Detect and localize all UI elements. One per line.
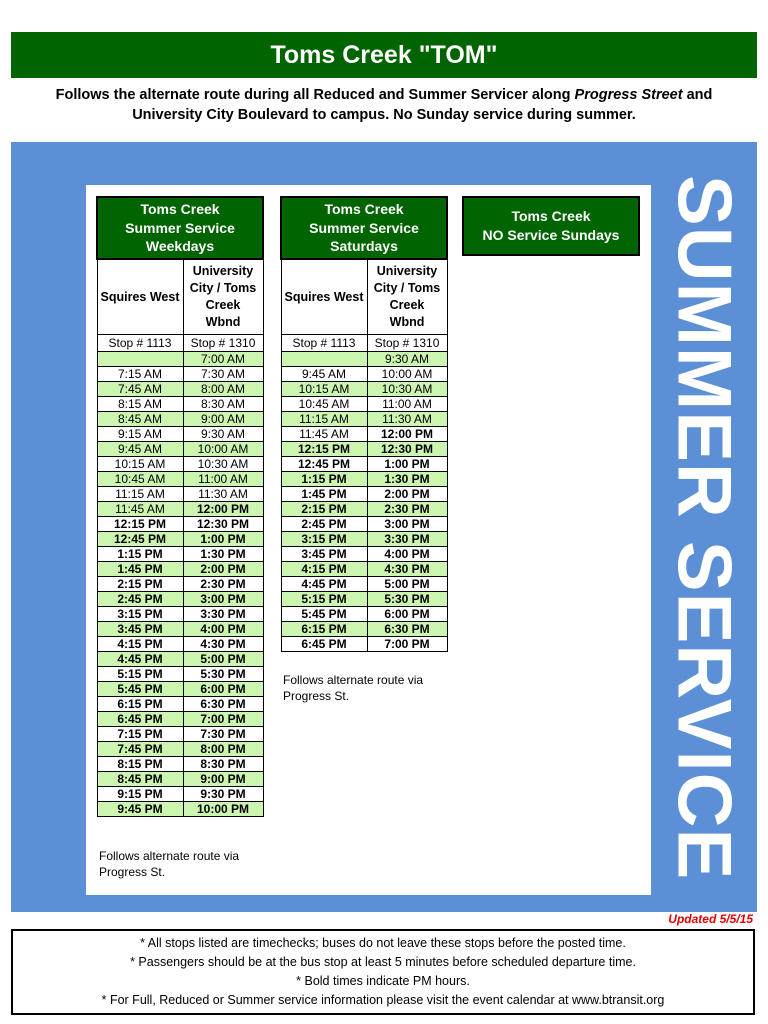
table-row xyxy=(97,457,263,472)
squires-west-time: 9:45 PM xyxy=(97,802,183,817)
university-city-time: 7:30 PM xyxy=(183,727,263,742)
table-row xyxy=(281,517,447,532)
squires-west-time: 1:45 PM xyxy=(281,487,367,502)
university-city-time: 5:30 PM xyxy=(183,667,263,682)
table-row xyxy=(97,532,263,547)
saturday-stop-numbers xyxy=(281,335,447,352)
table-row xyxy=(97,772,263,787)
university-city-time: 10:30 AM xyxy=(367,382,447,397)
table-row xyxy=(281,562,447,577)
saturday-table-header xyxy=(281,197,447,259)
university-city-time: 8:30 PM xyxy=(183,757,263,772)
university-city-time: 11:30 AM xyxy=(183,487,263,502)
table-row xyxy=(97,442,263,457)
university-city-time: 5:00 PM xyxy=(367,577,447,592)
saturday-note-line-2: Progress St. xyxy=(283,689,350,703)
squires-west-time: 6:15 PM xyxy=(281,622,367,637)
table-row xyxy=(97,727,263,742)
description-street: Progress Street xyxy=(574,87,683,103)
squires-west-time: 6:45 PM xyxy=(97,712,183,727)
footer-note-4: * For Full, Reduced or Summer service information please visit the event calendar at www.btransit.org xyxy=(101,993,665,1007)
squires-west-time: 8:45 AM xyxy=(97,412,183,427)
university-city-time: 7:00 PM xyxy=(367,637,447,652)
university-city-time: 4:00 PM xyxy=(183,622,263,637)
weekday-note-line-2: Progress St. xyxy=(99,865,166,879)
squires-west-time: 12:15 PM xyxy=(97,517,183,532)
squires-west-time: 12:15 PM xyxy=(281,442,367,457)
table-row xyxy=(97,637,263,652)
weekday-stop-1113: Stop # 1113 xyxy=(97,335,183,352)
table-row xyxy=(97,382,263,397)
saturday-col-university-city xyxy=(367,259,447,335)
weekday-header-line-2: Summer Service xyxy=(125,219,235,236)
squires-west-time: 5:15 PM xyxy=(97,667,183,682)
table-row xyxy=(97,412,263,427)
summer-service-banner: SUMMER SERVICE xyxy=(661,174,747,881)
university-city-time: 9:00 PM xyxy=(183,772,263,787)
table-row xyxy=(97,487,263,502)
weekday-header-line-1: Toms Creek xyxy=(140,201,220,218)
squires-west-time: 8:15 AM xyxy=(97,397,183,412)
table-row xyxy=(281,412,447,427)
university-city-time: 7:00 AM xyxy=(183,352,263,367)
squires-west-time: 3:15 PM xyxy=(97,607,183,622)
table-row xyxy=(97,682,263,697)
university-city-time: 6:30 PM xyxy=(367,622,447,637)
saturday-header-line-3: Saturdays xyxy=(330,238,398,255)
university-city-time: 2:00 PM xyxy=(367,487,447,502)
sunday-no-service-box xyxy=(462,196,640,256)
page-title: Toms Creek "TOM" xyxy=(11,32,757,78)
saturday-column-headers xyxy=(281,259,447,335)
squires-west-time: 6:45 PM xyxy=(281,637,367,652)
squires-west-time: 1:45 PM xyxy=(97,562,183,577)
table-row xyxy=(97,757,263,772)
saturday-col2-line-4: Wbnd xyxy=(389,315,425,329)
university-city-time: 12:00 PM xyxy=(367,427,447,442)
saturday-header-line-2: Summer Service xyxy=(309,219,419,236)
university-city-time: 3:00 PM xyxy=(367,517,447,532)
weekday-stop-numbers xyxy=(97,335,263,352)
squires-west-time: 9:45 AM xyxy=(281,367,367,382)
saturday-col2-line-3: Creek xyxy=(389,298,425,312)
weekday-schedule-table xyxy=(96,196,264,817)
saturday-col2-line-1: University xyxy=(376,264,438,278)
squires-west-time: 8:45 PM xyxy=(97,772,183,787)
university-city-time: 11:30 AM xyxy=(367,412,447,427)
squires-west-time: 2:15 PM xyxy=(281,502,367,517)
table-row xyxy=(281,427,447,442)
university-city-time: 10:00 PM xyxy=(183,802,263,817)
sunday-line-2: NO Service Sundays xyxy=(482,227,620,243)
updated-date: Updated 5/5/15 xyxy=(668,912,753,926)
table-row xyxy=(97,502,263,517)
sunday-line-1: Toms Creek xyxy=(511,208,591,224)
weekday-col2-line-3: Creek xyxy=(205,298,241,312)
university-city-time: 9:30 PM xyxy=(183,787,263,802)
saturday-header-line-1: Toms Creek xyxy=(324,201,404,218)
squires-west-time: 3:45 PM xyxy=(281,547,367,562)
university-city-time: 6:30 PM xyxy=(183,697,263,712)
table-row xyxy=(97,547,263,562)
squires-west-time: 4:45 PM xyxy=(97,652,183,667)
squires-west-time: 11:15 AM xyxy=(281,412,367,427)
weekday-col-university-city xyxy=(183,259,263,335)
table-row xyxy=(281,622,447,637)
university-city-time: 11:00 AM xyxy=(367,397,447,412)
weekday-header-cell xyxy=(97,197,263,259)
squires-west-time: 3:45 PM xyxy=(97,622,183,637)
squires-west-time: 7:45 AM xyxy=(97,382,183,397)
university-city-time: 1:00 PM xyxy=(367,457,447,472)
table-row xyxy=(97,352,263,367)
footer-note-1: * All stops listed are timechecks; buses do not leave these stops before the posted time. xyxy=(140,936,626,950)
university-city-time: 1:30 PM xyxy=(367,472,447,487)
weekday-table-header xyxy=(97,197,263,259)
university-city-time: 5:00 PM xyxy=(183,652,263,667)
squires-west-time: 4:15 PM xyxy=(281,562,367,577)
weekday-col2-line-1: University xyxy=(192,264,254,278)
squires-west-time: 5:15 PM xyxy=(281,592,367,607)
squires-west-time: 5:45 PM xyxy=(281,607,367,622)
squires-west-time: 9:45 AM xyxy=(97,442,183,457)
table-row xyxy=(281,502,447,517)
table-row xyxy=(281,382,447,397)
university-city-time: 11:00 AM xyxy=(183,472,263,487)
university-city-time: 3:30 PM xyxy=(367,532,447,547)
university-city-time: 4:30 PM xyxy=(367,562,447,577)
weekday-col-squires-west: Squires West xyxy=(97,259,183,335)
route-description xyxy=(20,85,748,125)
saturday-header-cell xyxy=(281,197,447,259)
table-row xyxy=(97,562,263,577)
weekday-col2-line-4: Wbnd xyxy=(205,315,241,329)
squires-west-time: 1:15 PM xyxy=(97,547,183,562)
table-row xyxy=(97,427,263,442)
saturday-note-line-1: Follows alternate route via xyxy=(283,673,424,687)
university-city-time: 12:00 PM xyxy=(183,502,263,517)
squires-west-time: 7:15 AM xyxy=(97,367,183,382)
squires-west-time: 2:15 PM xyxy=(97,577,183,592)
table-row xyxy=(97,652,263,667)
table-row xyxy=(97,592,263,607)
table-row xyxy=(97,517,263,532)
university-city-time: 10:00 AM xyxy=(367,367,447,382)
squires-west-time: 10:15 AM xyxy=(281,382,367,397)
table-row xyxy=(97,787,263,802)
squires-west-time: 4:15 PM xyxy=(97,637,183,652)
footer-note-2: * Passengers should be at the bus stop at least 5 minutes before scheduled departure time. xyxy=(130,955,636,969)
saturday-stop-1113: Stop # 1113 xyxy=(281,335,367,352)
squires-west-time: 4:45 PM xyxy=(281,577,367,592)
university-city-time: 9:00 AM xyxy=(183,412,263,427)
university-city-time: 1:30 PM xyxy=(183,547,263,562)
university-city-time: 6:00 PM xyxy=(367,607,447,622)
saturday-col2-line-2: City / Toms xyxy=(373,281,441,295)
table-row xyxy=(97,697,263,712)
squires-west-time: 12:45 PM xyxy=(281,457,367,472)
university-city-time: 7:00 PM xyxy=(183,712,263,727)
description-part-1: Follows the alternate route during all Reduced and Summer Servicer along xyxy=(55,87,575,103)
weekday-note xyxy=(99,848,239,880)
description-part-2: and University City Boulevard to campus. No Sunday service during summer. xyxy=(132,87,713,123)
squires-west-time: 7:45 PM xyxy=(97,742,183,757)
table-row xyxy=(281,442,447,457)
university-city-time: 8:30 AM xyxy=(183,397,263,412)
weekday-header-line-3: Weekdays xyxy=(145,238,215,255)
university-city-time: 5:30 PM xyxy=(367,592,447,607)
table-row xyxy=(281,367,447,382)
table-row xyxy=(281,397,447,412)
university-city-time: 3:00 PM xyxy=(183,592,263,607)
university-city-time: 10:00 AM xyxy=(183,442,263,457)
saturday-stop-1310: Stop # 1310 xyxy=(367,335,447,352)
squires-west-time: 5:45 PM xyxy=(97,682,183,697)
table-row xyxy=(281,577,447,592)
table-row xyxy=(97,472,263,487)
table-row xyxy=(97,367,263,382)
table-row xyxy=(281,637,447,652)
table-row xyxy=(97,622,263,637)
table-row xyxy=(281,352,447,367)
squires-west-time xyxy=(281,352,367,367)
table-row xyxy=(97,712,263,727)
squires-west-time: 11:15 AM xyxy=(97,487,183,502)
squires-west-time: 10:45 AM xyxy=(281,397,367,412)
weekday-note-line-1: Follows alternate route via xyxy=(99,849,240,863)
university-city-time: 9:30 AM xyxy=(183,427,263,442)
university-city-time: 3:30 PM xyxy=(183,607,263,622)
squires-west-time: 2:45 PM xyxy=(281,517,367,532)
table-row xyxy=(281,607,447,622)
table-row xyxy=(97,577,263,592)
weekday-stop-1310: Stop # 1310 xyxy=(183,335,263,352)
squires-west-time: 9:15 PM xyxy=(97,787,183,802)
squires-west-time xyxy=(97,352,183,367)
squires-west-time: 6:15 PM xyxy=(97,697,183,712)
table-row xyxy=(97,802,263,817)
university-city-time: 8:00 PM xyxy=(183,742,263,757)
university-city-time: 2:30 PM xyxy=(367,502,447,517)
university-city-time: 4:30 PM xyxy=(183,637,263,652)
table-row xyxy=(281,487,447,502)
weekday-col2-line-2: City / Toms xyxy=(189,281,257,295)
squires-west-time: 10:45 AM xyxy=(97,472,183,487)
university-city-time: 2:30 PM xyxy=(183,577,263,592)
footer-note-3: * Bold times indicate PM hours. xyxy=(296,974,470,988)
university-city-time: 2:00 PM xyxy=(183,562,263,577)
university-city-time: 1:00 PM xyxy=(183,532,263,547)
saturday-schedule-table xyxy=(280,196,448,652)
university-city-time: 9:30 AM xyxy=(367,352,447,367)
university-city-time: 8:00 AM xyxy=(183,382,263,397)
saturday-note xyxy=(283,672,423,704)
table-row xyxy=(97,607,263,622)
squires-west-time: 7:15 PM xyxy=(97,727,183,742)
university-city-time: 7:30 AM xyxy=(183,367,263,382)
table-row xyxy=(281,592,447,607)
saturday-col-squires-west: Squires West xyxy=(281,259,367,335)
squires-west-time: 11:45 AM xyxy=(281,427,367,442)
table-row xyxy=(281,547,447,562)
squires-west-time: 11:45 AM xyxy=(97,502,183,517)
university-city-time: 6:00 PM xyxy=(183,682,263,697)
weekday-column-headers xyxy=(97,259,263,335)
university-city-time: 10:30 AM xyxy=(183,457,263,472)
university-city-time: 12:30 PM xyxy=(367,442,447,457)
squires-west-time: 8:15 PM xyxy=(97,757,183,772)
squires-west-time: 3:15 PM xyxy=(281,532,367,547)
squires-west-time: 9:15 AM xyxy=(97,427,183,442)
squires-west-time: 12:45 PM xyxy=(97,532,183,547)
university-city-time: 4:00 PM xyxy=(367,547,447,562)
table-row xyxy=(97,742,263,757)
table-row xyxy=(281,457,447,472)
squires-west-time: 1:15 PM xyxy=(281,472,367,487)
university-city-time: 12:30 PM xyxy=(183,517,263,532)
table-row xyxy=(97,397,263,412)
squires-west-time: 2:45 PM xyxy=(97,592,183,607)
table-row xyxy=(281,532,447,547)
table-row xyxy=(97,667,263,682)
footer-notes xyxy=(11,929,755,1015)
table-row xyxy=(281,472,447,487)
squires-west-time: 10:15 AM xyxy=(97,457,183,472)
